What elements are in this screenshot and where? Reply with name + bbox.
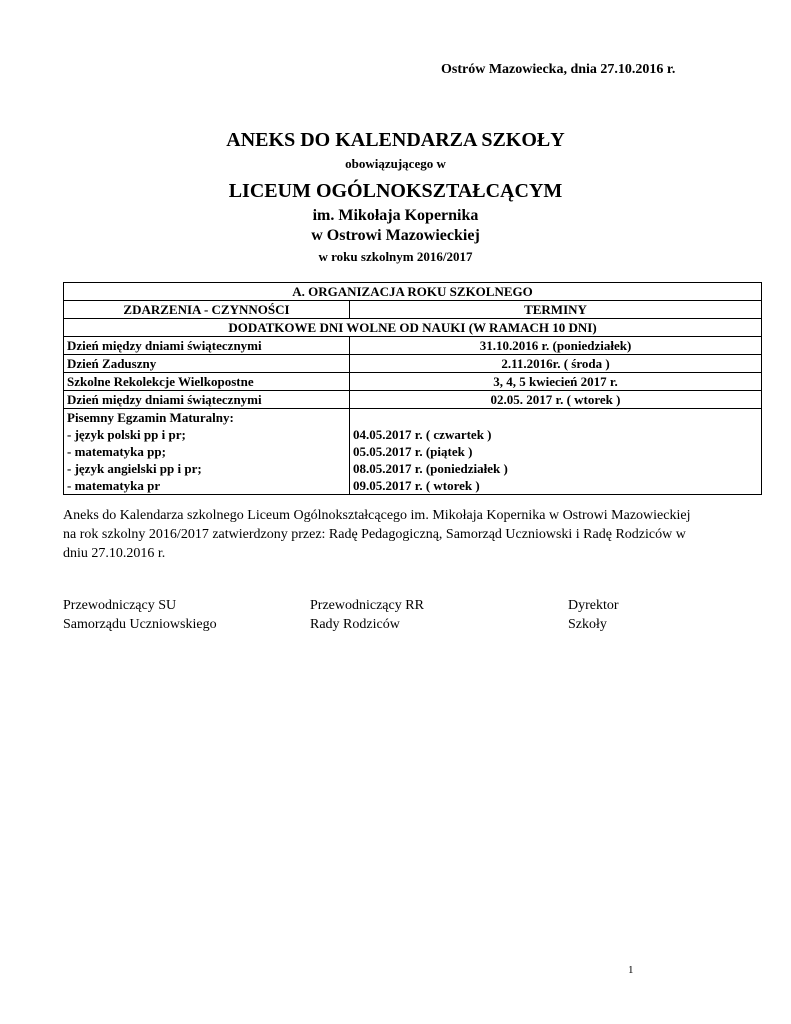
place-and-date: Ostrów Mazowiecka, dnia 27.10.2016 r. — [441, 62, 676, 77]
signature-body: Szkoły — [568, 617, 607, 632]
date-cell: 3, 4, 5 kwiecień 2017 r. — [350, 373, 762, 391]
signature-title: Przewodniczący SU — [63, 598, 177, 613]
signature-title: Przewodniczący RR — [310, 598, 424, 613]
table-section-row — [64, 283, 762, 301]
exam-dates-cell — [350, 409, 762, 495]
approval-paragraph: Aneks do Kalendarza szkolnego Liceum Ogólnokształcącego im. Mikołaja Kopernika w Ostrowi Mazowieckiej na rok szkolny 2016/2017 zatwierdzony przez: Radę Pedagogiczną, Samorząd Uczniowski i Radę Rodziców w dniu 27.10.2016 r. — [63, 508, 691, 561]
school-name: LICEUM OGÓLNOKSZTAŁCĄCYM — [228, 180, 563, 202]
event-cell: Szkolne Rekolekcje Wielkopostne — [64, 373, 350, 391]
column-header-events: ZDARZENIA - CZYNNOŚCI — [64, 301, 350, 319]
school-patron: im. Mikołaja Kopernika — [312, 207, 479, 224]
exam-subject: - język angielski pp i pr; — [67, 461, 202, 476]
table-row — [64, 373, 762, 391]
table-header-row — [64, 301, 762, 319]
exam-subject: - matematyka pp; — [67, 444, 166, 459]
date-cell: 2.11.2016r. ( środa ) — [350, 355, 762, 373]
signature-body: Rady Rodziców — [310, 617, 400, 632]
signature-su — [63, 596, 217, 634]
exam-subject: - język polski pp i pr; — [67, 427, 186, 442]
signature-body: Samorządu Uczniowskiego — [63, 617, 217, 632]
page-number: 1 — [628, 964, 634, 976]
date-cell: 31.10.2016 r. (poniedziałek) — [350, 337, 762, 355]
date-cell: 02.05. 2017 r. ( wtorek ) — [350, 391, 762, 409]
document-subtitle: obowiązującego w — [345, 156, 446, 171]
event-cell: Dzień Zaduszny — [64, 355, 350, 373]
school-year: w roku szkolnym 2016/2017 — [318, 249, 473, 264]
column-header-dates: TERMINY — [350, 301, 762, 319]
calendar-table — [63, 282, 762, 495]
table-row — [64, 391, 762, 409]
school-town: w Ostrowi Mazowieckiej — [311, 227, 480, 244]
signature-title: Dyrektor — [568, 598, 619, 613]
table-group-row — [64, 319, 762, 337]
exam-row — [64, 409, 762, 495]
document-title: ANEKS DO KALENDARZA SZKOŁY — [226, 129, 565, 151]
signature-director — [568, 596, 619, 634]
signature-rr — [310, 596, 424, 634]
exam-subjects-cell — [64, 409, 350, 495]
exam-date: 05.05.2017 r. (piątek ) — [353, 444, 473, 459]
exam-date: 04.05.2017 r. ( czwartek ) — [353, 427, 492, 442]
event-cell: Dzień między dniami świątecznymi — [64, 337, 350, 355]
table-row — [64, 337, 762, 355]
group-title: DODATKOWE DNI WOLNE OD NAUKI (W RAMACH 10 DNI) — [64, 319, 762, 337]
exam-date: 09.05.2017 r. ( wtorek ) — [353, 478, 480, 493]
event-cell: Dzień między dniami świątecznymi — [64, 391, 350, 409]
exam-heading: Pisemny Egzamin Maturalny: — [67, 410, 234, 425]
table-row — [64, 355, 762, 373]
exam-date: 08.05.2017 r. (poniedziałek ) — [353, 461, 508, 476]
section-title: A. ORGANIZACJA ROKU SZKOLNEGO — [64, 283, 762, 301]
exam-subject: - matematyka pr — [67, 478, 161, 493]
